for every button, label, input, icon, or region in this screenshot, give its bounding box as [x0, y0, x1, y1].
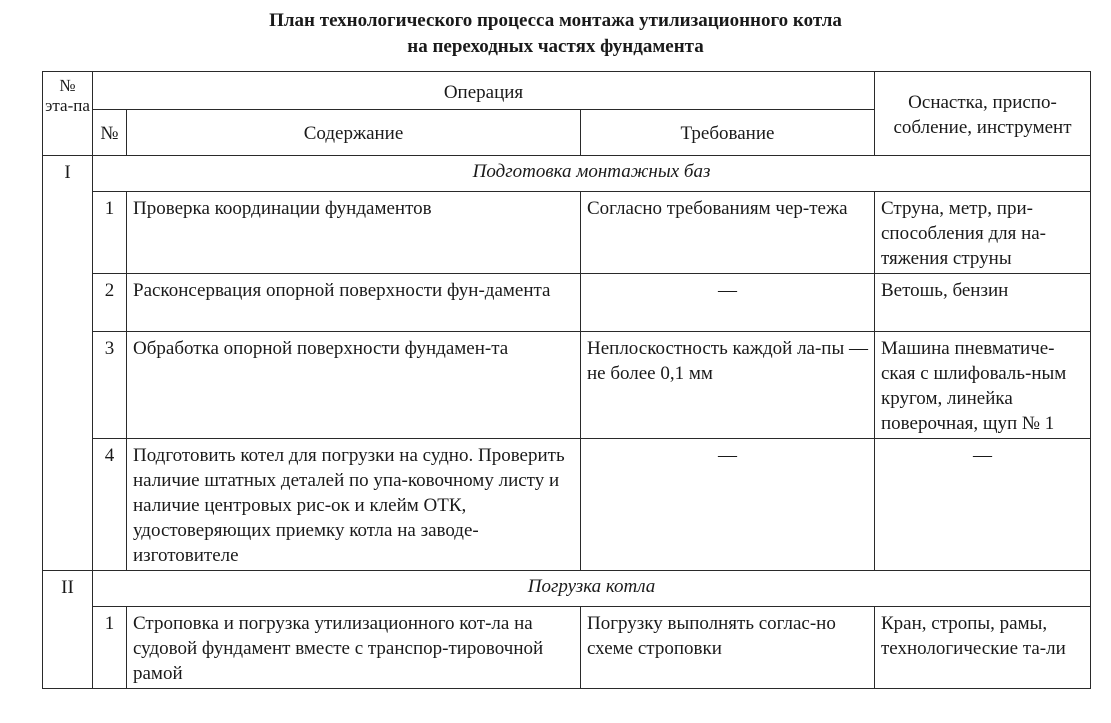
table-row: [43, 607, 1091, 689]
header-row-1: [43, 72, 1091, 110]
header-operation: Операция: [93, 72, 875, 110]
stage-number: I: [43, 156, 93, 571]
operation-requirement: —: [581, 274, 875, 332]
title-line-1: План технологического процесса монтажа утилизационного котла: [269, 10, 842, 31]
header-requirement: Требование: [581, 110, 875, 156]
operation-content: Подготовить котел для погрузки на судно. Проверить наличие штатных деталей по упа-ковочному листу и наличие центровых рис-ок и клейм ОТК, удостоверяющих приемку котла на заводе-изготовителе: [127, 439, 581, 571]
operation-equipment: Ветошь, бензин: [875, 274, 1091, 332]
operation-content: Обработка опорной поверхности фундамен-та: [127, 332, 581, 439]
operation-equipment: Струна, метр, при-способления для на-тяжения струны: [875, 192, 1091, 274]
operation-equipment: —: [875, 439, 1091, 571]
stage-row: [43, 571, 1091, 607]
header-equipment: Оснастка, приспо-собление, инструмент: [875, 72, 1091, 156]
header-content: Содержание: [127, 110, 581, 156]
table-row: [43, 192, 1091, 274]
operation-content: Проверка координации фундаментов: [127, 192, 581, 274]
operation-number: 1: [93, 607, 127, 689]
table-row: [43, 332, 1091, 439]
stage-title: Погрузка котла: [93, 571, 1091, 607]
stage-row: [43, 156, 1091, 192]
process-plan-table: [42, 71, 1091, 689]
operation-requirement: Неплоскостность каждой ла-пы — не более 0,1 мм: [581, 332, 875, 439]
operation-requirement: Согласно требованиям чер-тежа: [581, 192, 875, 274]
header-operation-number: №: [93, 110, 127, 156]
operation-number: 2: [93, 274, 127, 332]
operation-number: 1: [93, 192, 127, 274]
operation-content: Строповка и погрузка утилизационного кот-ла на судовой фундамент вместе с транспор-тировочной рамой: [127, 607, 581, 689]
operation-content: Расконсервация опорной поверхности фун-дамента: [127, 274, 581, 332]
operation-number: 4: [93, 439, 127, 571]
operation-equipment: Кран, стропы, рамы, технологические та-ли: [875, 607, 1091, 689]
header-stage-number: № эта-па: [43, 72, 93, 156]
operation-requirement: Погрузку выполнять соглас-но схеме строповки: [581, 607, 875, 689]
document-title: [0, 8, 1111, 60]
title-line-2: на переходных частях фундамента: [407, 36, 704, 57]
stage-number: II: [43, 571, 93, 689]
stage-title: Подготовка монтажных баз: [93, 156, 1091, 192]
operation-number: 3: [93, 332, 127, 439]
operation-requirement: —: [581, 439, 875, 571]
table-row: [43, 439, 1091, 571]
operation-equipment: Машина пневматиче-ская с шлифоваль-ным кругом, линейка поверочная, щуп № 1: [875, 332, 1091, 439]
table-row: [43, 274, 1091, 332]
